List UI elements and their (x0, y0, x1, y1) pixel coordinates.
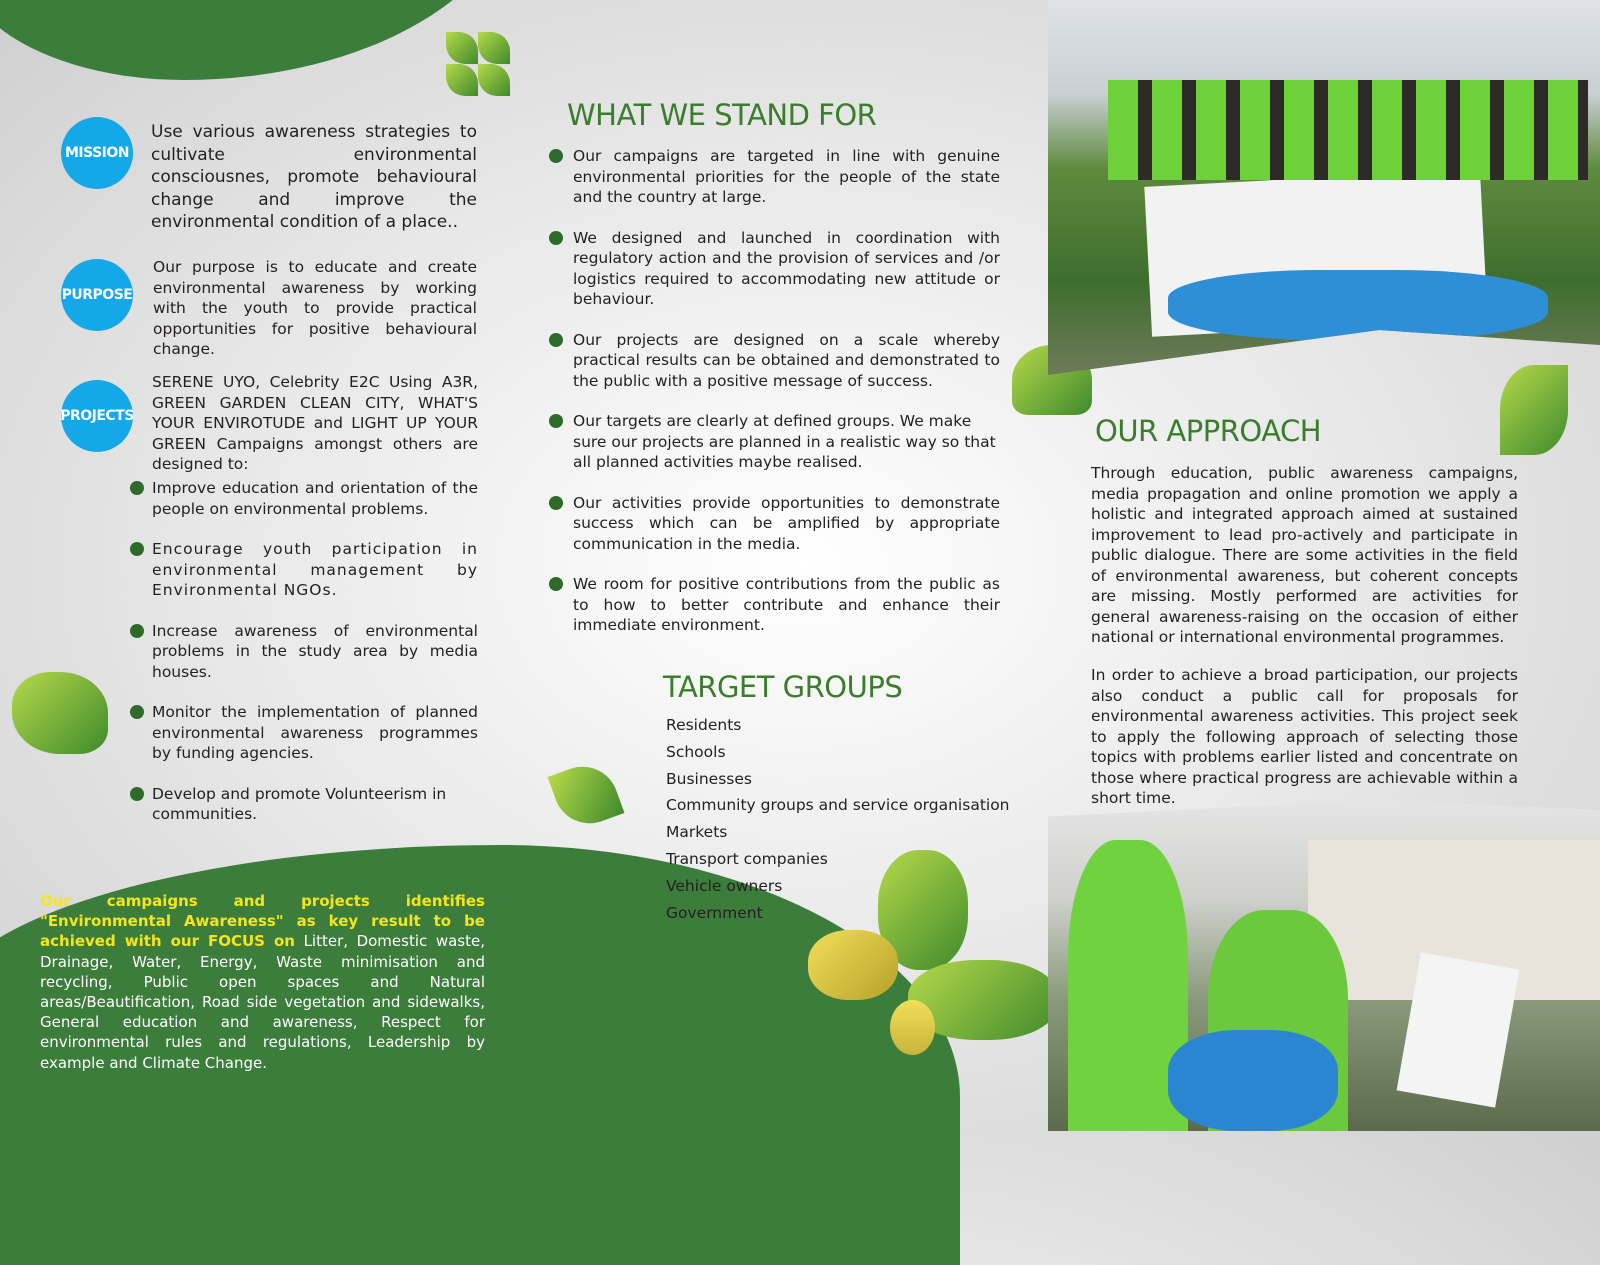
list-item: Schools (666, 742, 726, 761)
list-item: We room for positive contributions from the public as to how to better contribute and enhance their immediate environment. (549, 574, 1000, 636)
mission-text: Use various awareness strategies to cultivate environmental consciousnes, promote behavioural change and improve the environmental condition of a place.. (151, 122, 477, 232)
list-item: Businesses (666, 769, 752, 788)
list-item: We designed and launched in coordination with regulatory action and the provision of services and /or logistics required to accommodating new attitude or behaviour. (549, 228, 1000, 310)
list-item: Monitor the implementation of planned environmental awareness programmes by funding agencies. (130, 702, 478, 764)
stand-list (549, 146, 1000, 656)
approach-para-2: In order to achieve a broad participation, our projects also conduct a public call for proposals for environmental awareness activities. This project seek to apply the following approach of selecting those topics with problems earlier listed and concentrate on those where practical progress are achievable within a short time. (1091, 666, 1518, 807)
projects-list (130, 478, 478, 845)
cleanup-group-photo (1048, 0, 1600, 375)
list-item: Our targets are clearly at defined groups. We make sure our projects are planned in a realistic way so that all planned activities maybe realised. (549, 411, 1000, 473)
cleanup-activity-photo (1048, 800, 1600, 1131)
list-item: Encourage youth participation in environmental management by Environmental NGOs. (130, 539, 478, 601)
purpose-badge: PURPOSE (61, 259, 133, 331)
swirl-leaf-icon (1500, 365, 1568, 455)
projects-text: SERENE UYO, Celebrity E2C Using A3R, GREEN GARDEN CLEAN CITY, WHAT'S YOUR ENVIROTUDE and LIGHT UP YOUR GREEN Campaigns amongst others are designed to: (152, 373, 478, 473)
list-item: Transport companies (666, 849, 828, 868)
projects-badge: PROJECTS (61, 380, 133, 452)
list-item: Markets (666, 823, 728, 842)
purpose-text: Our purpose is to educate and create environmental awareness by working with the youth to provide practical opportunities for positive behavioural change. (153, 258, 477, 358)
list-item: Vehicle owners (666, 876, 783, 895)
list-item: Government (666, 903, 763, 922)
leaf-icon (548, 757, 625, 834)
list-item: Our activities provide opportunities to demonstrate success which can be amplified by appropriate communication in the media. (549, 493, 1000, 555)
maple-leaf-icon (12, 672, 108, 754)
list-item: Community groups and service organisation (666, 796, 1010, 815)
focus-block (40, 891, 485, 1073)
approach-para-1: Through education, public awareness campaigns, media propagation and online promotion we apply a holistic and integrated approach aimed at sustained improvement to lead pro-actively and participate in public dialogue. There are some activities in the field of environmental awareness, but coherent concepts are missing. Mostly performed are activities for general awareness-raising on the occasion of either national or international environmental programmes. (1091, 464, 1518, 646)
list-item: Develop and promote Volunteerism in communities. (130, 784, 478, 825)
list-item: Improve education and orientation of the people on environmental problems. (130, 478, 478, 519)
approach-title: OUR APPROACH (1095, 414, 1322, 448)
mission-badge: MISSION (61, 117, 133, 189)
list-item: Increase awareness of environmental problems in the study area by media houses. (130, 621, 478, 683)
target-title: TARGET GROUPS (663, 670, 903, 704)
target-list (666, 712, 1010, 926)
stand-title: WHAT WE STAND FOR (567, 98, 877, 132)
focus-text: Litter, Domestic waste, Drainage, Water, Energy, Waste minimisation and recycling, Public open spaces and Natural areas/Beautification, Road side vegetation and sidewalks, General education and awareness, Respect for environmental rules and regulations, Leadership by example and Climate Change. (40, 932, 485, 1072)
clover-icon (442, 28, 514, 100)
list-item: Our projects are designed on a scale whereby practical results can be obtained and demonstrated to the public with a positive message of success. (549, 330, 1000, 392)
list-item: Our campaigns are targeted in line with genuine environmental priorities for the people of the state and the country at large. (549, 146, 1000, 208)
list-item: Residents (666, 716, 742, 734)
focus-highlight: Our campaigns and projects identifies "Environmental Awareness" as key result to be achieved with our FOCUS on (40, 892, 485, 951)
